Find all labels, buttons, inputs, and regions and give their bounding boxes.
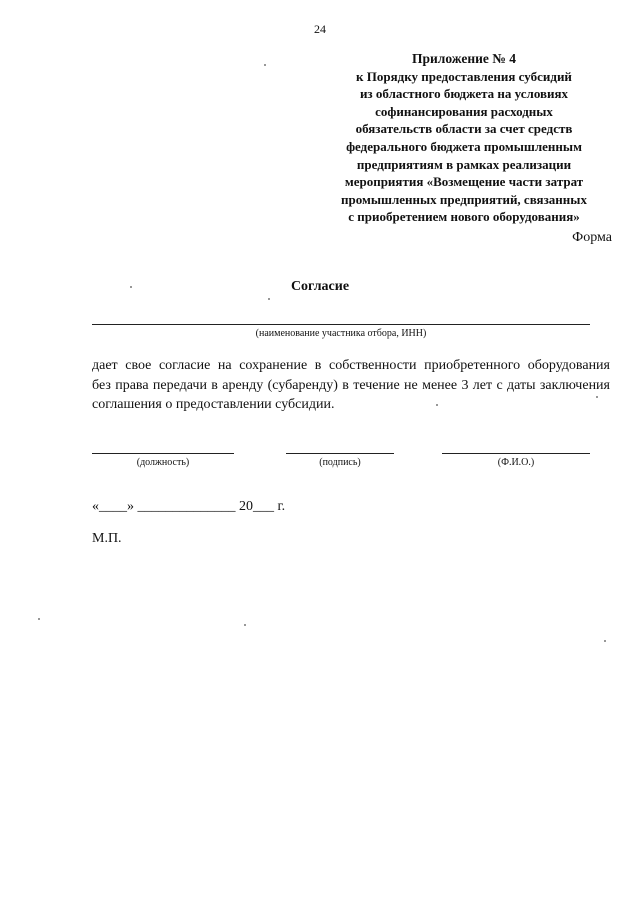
- scan-speck: [604, 640, 606, 642]
- appendix-line: Приложение № 4: [412, 51, 516, 66]
- document-title: Согласие: [290, 279, 350, 294]
- full-name-caption: (Ф.И.О.): [497, 457, 535, 468]
- signature-line: [286, 453, 394, 454]
- appendix-line: предприятиям в рамках реализации: [356, 156, 572, 172]
- appendix-line: обязательств области за счет средств: [355, 121, 573, 137]
- appendix-line: софинансирования расходных: [375, 103, 553, 119]
- appendix-line: мероприятия «Возмещение части затрат: [344, 174, 584, 190]
- stamp-place: М.П.: [92, 531, 122, 546]
- appendix-header: [330, 50, 598, 226]
- consent-line: без права передачи в аренду (субаренду) в течение не менее 3 лет с даты заключения: [92, 377, 610, 393]
- appendix-line: промышленных предприятий, связанных: [341, 191, 587, 207]
- position-caption: (должность): [136, 457, 190, 468]
- participant-caption: (наименование участника отбора, ИНН): [255, 328, 427, 339]
- participant-name-line: [92, 324, 590, 325]
- signature-caption: (подпись): [319, 457, 361, 468]
- scan-speck: [268, 298, 270, 300]
- appendix-line: федерального бюджета промышленным: [346, 138, 582, 154]
- scan-speck: [596, 396, 598, 398]
- date-row: «____» ______________ 20___ г.: [92, 499, 286, 514]
- consent-line: соглашения о предоставлении субсидии.: [92, 397, 335, 412]
- full-name-signature-line: [442, 453, 590, 454]
- position-signature-line: [92, 453, 234, 454]
- scan-speck: [38, 618, 40, 620]
- form-label: Форма: [572, 230, 612, 245]
- consent-line: дает свое согласие на сохранение в собственности приобретенного оборудования: [92, 358, 610, 373]
- scan-speck: [264, 64, 266, 66]
- scan-speck: [436, 404, 438, 406]
- appendix-line: к Порядку предоставления субсидий: [356, 68, 572, 84]
- appendix-line: с приобретением нового оборудования»: [348, 209, 580, 225]
- appendix-line: из областного бюджета на условиях: [359, 86, 569, 102]
- scan-speck: [244, 624, 246, 626]
- page-number: 24: [314, 22, 326, 36]
- scan-speck: [130, 286, 132, 288]
- consent-text: [92, 356, 610, 415]
